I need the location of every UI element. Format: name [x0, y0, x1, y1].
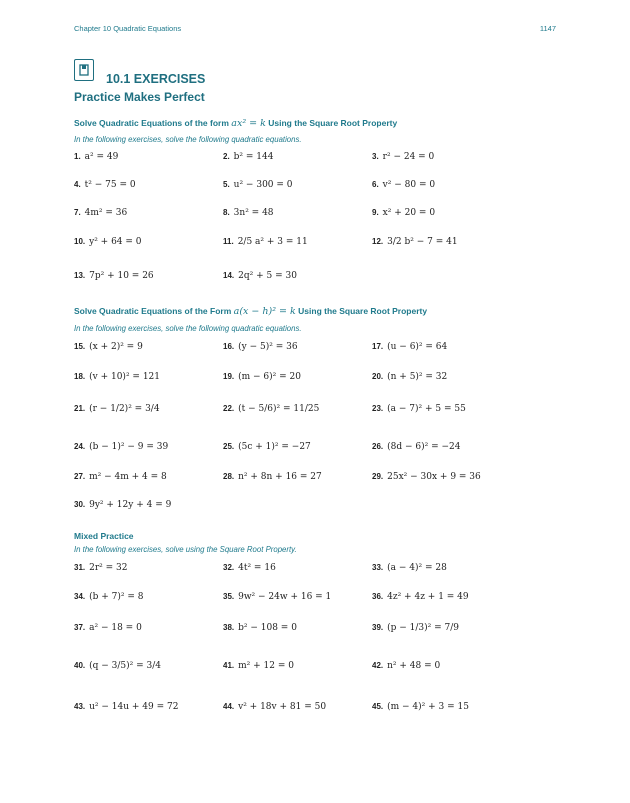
exercise-equation: (r − 1/2)² = 3/4	[89, 404, 160, 414]
exercise-item	[74, 270, 154, 282]
exercise-number: 9.	[372, 208, 379, 217]
section-title: 10.1 EXERCISES	[106, 72, 206, 86]
exercise-equation: 7p² + 10 = 26	[89, 271, 154, 281]
exercise-item	[372, 371, 447, 383]
exercise-item	[74, 341, 143, 353]
exercise-item	[372, 562, 447, 574]
exercise-item	[223, 660, 294, 672]
exercise-number: 41.	[223, 661, 235, 670]
exercise-number: 44.	[223, 702, 235, 711]
section-heading-3: Mixed Practice	[74, 531, 134, 541]
exercise-number: 3.	[372, 152, 379, 161]
page-header	[74, 24, 556, 33]
page-number: 1147	[539, 24, 556, 33]
exercise-item	[372, 660, 440, 672]
exercise-number: 38.	[223, 623, 235, 632]
exercise-equation: n² + 48 = 0	[387, 661, 441, 671]
exercise-item	[74, 151, 118, 163]
exercise-number: 40.	[74, 661, 86, 670]
exercise-item	[74, 403, 160, 415]
exercise-equation: a² − 18 = 0	[89, 623, 142, 633]
exercise-item	[74, 441, 168, 453]
exercise-item	[223, 270, 297, 282]
exercise-number: 5.	[223, 180, 230, 189]
exercise-equation: 4t² = 16	[238, 563, 276, 573]
chapter-title: Chapter 10 Quadratic Equations	[74, 24, 182, 33]
exercise-number: 30.	[74, 500, 86, 509]
exercise-number: 18.	[74, 372, 86, 381]
exercises-icon	[74, 59, 94, 81]
sec2-post: Using the Square Root Property	[298, 306, 428, 316]
exercise-equation: 3n² = 48	[233, 208, 274, 218]
exercise-number: 20.	[372, 372, 384, 381]
exercise-equation: b² = 144	[233, 152, 274, 162]
exercise-number: 14.	[223, 271, 235, 280]
exercise-number: 6.	[372, 180, 379, 189]
exercise-item	[223, 341, 298, 353]
sec2-math: a(x − h)² = k	[233, 306, 296, 317]
exercise-equation: 3/2 b² − 7 = 41	[387, 237, 458, 247]
exercise-equation: (v + 10)² = 121	[89, 372, 160, 382]
exercise-number: 19.	[223, 372, 235, 381]
exercise-item	[372, 622, 459, 634]
exercise-number: 36.	[372, 592, 384, 601]
exercise-equation: x² + 20 = 0	[382, 208, 436, 218]
exercise-number: 8.	[223, 208, 230, 217]
exercise-number: 2.	[223, 152, 230, 161]
exercise-number: 13.	[74, 271, 86, 280]
exercise-item	[372, 179, 435, 191]
exercise-item	[74, 499, 171, 511]
exercise-number: 35.	[223, 592, 235, 601]
exercise-number: 45.	[372, 702, 384, 711]
exercise-item	[372, 441, 461, 453]
exercise-equation: (p − 1/3)² = 7/9	[387, 623, 460, 633]
exercise-item	[223, 179, 293, 191]
exercise-equation: b² − 108 = 0	[238, 623, 297, 633]
exercise-number: 32.	[223, 563, 235, 572]
exercise-equation: 2r² = 32	[89, 563, 128, 573]
exercise-item	[74, 179, 136, 191]
exercise-equation: 2q² + 5 = 30	[238, 271, 297, 281]
exercise-item	[74, 562, 127, 574]
exercise-equation: (q − 3/5)² = 3/4	[89, 661, 162, 671]
exercise-item	[223, 622, 297, 634]
section-heading-2	[74, 306, 427, 317]
exercise-equation: v² + 18v + 81 = 50	[238, 702, 327, 712]
exercise-equation: (5c + 1)² = −27	[238, 442, 311, 452]
exercise-number: 17.	[372, 342, 384, 351]
exercise-item	[74, 701, 178, 713]
exercise-number: 1.	[74, 152, 81, 161]
sec2-pre: Solve Quadratic Equations of the Form	[74, 306, 232, 316]
exercise-item	[372, 207, 435, 219]
instructions-2: In the following exercises, solve the following quadratic equations.	[74, 324, 302, 333]
exercise-number: 15.	[74, 342, 86, 351]
exercise-item	[372, 403, 466, 415]
exercise-item	[372, 236, 458, 248]
exercise-item	[74, 660, 161, 672]
exercise-item	[372, 591, 469, 603]
exercise-number: 21.	[74, 404, 86, 413]
exercise-number: 16.	[223, 342, 235, 351]
exercise-equation: (x + 2)² = 9	[89, 342, 143, 352]
exercise-number: 33.	[372, 563, 384, 572]
exercise-equation: 4m² = 36	[84, 208, 128, 218]
exercise-number: 27.	[74, 472, 86, 481]
exercise-item	[74, 236, 142, 248]
sec1-post: Using the Square Root Property	[268, 118, 398, 128]
exercise-equation: m² + 12 = 0	[238, 661, 294, 671]
exercise-equation: (8d − 6)² = −24	[387, 442, 461, 452]
exercise-equation: (a − 7)² + 5 = 55	[387, 404, 466, 414]
exercise-number: 26.	[372, 442, 384, 451]
exercise-equation: 4z² + 4z + 1 = 49	[387, 592, 469, 602]
exercise-equation: (m − 4)² + 3 = 15	[387, 702, 469, 712]
exercise-equation: 25x² − 30x + 9 = 36	[387, 472, 481, 482]
exercise-item	[223, 236, 308, 248]
exercise-equation: n² + 8n + 16 = 27	[238, 472, 322, 482]
exercise-equation: u² − 14u + 49 = 72	[89, 702, 179, 712]
exercise-item	[74, 371, 160, 383]
sec1-math: ax² = k	[231, 118, 266, 129]
exercise-item	[223, 403, 319, 415]
exercise-item	[372, 471, 481, 483]
exercise-item	[74, 471, 167, 483]
exercise-number: 42.	[372, 661, 384, 670]
exercise-equation: (b + 7)² = 8	[89, 592, 144, 602]
exercise-item	[223, 562, 276, 574]
exercise-item	[74, 207, 127, 219]
exercise-item	[74, 591, 144, 603]
exercise-equation: t² − 75 = 0	[84, 180, 136, 190]
exercise-item	[372, 701, 469, 713]
exercise-item	[223, 207, 274, 219]
exercise-equation: (b − 1)² − 9 = 39	[89, 442, 169, 452]
exercise-equation: (m − 6)² = 20	[238, 372, 301, 382]
sec1-pre: Solve Quadratic Equations of the form	[74, 118, 229, 128]
exercise-equation: y² + 64 = 0	[89, 237, 142, 247]
exercise-equation: u² − 300 = 0	[233, 180, 293, 190]
exercise-item	[372, 151, 434, 163]
exercise-equation: (y − 5)² = 36	[238, 342, 298, 352]
exercise-number: 4.	[74, 180, 81, 189]
exercise-item	[223, 471, 322, 483]
exercise-number: 25.	[223, 442, 235, 451]
exercise-equation: 9y² + 12y + 4 = 9	[89, 500, 172, 510]
exercise-number: 12.	[372, 237, 384, 246]
exercise-equation: m² − 4m + 4 = 8	[89, 472, 167, 482]
exercise-number: 39.	[372, 623, 384, 632]
exercise-number: 31.	[74, 563, 86, 572]
exercise-item	[223, 441, 311, 453]
exercise-equation: (u − 6)² = 64	[387, 342, 448, 352]
instructions-1: In the following exercises, solve the following quadratic equations.	[74, 135, 302, 144]
exercise-equation: (t − 5/6)² = 11/25	[238, 404, 320, 414]
exercise-equation: v² − 80 = 0	[382, 180, 436, 190]
exercise-equation: 9w² − 24w + 16 = 1	[238, 592, 332, 602]
exercise-item	[223, 151, 273, 163]
exercise-equation: 2/5 a² + 3 = 11	[237, 237, 308, 247]
exercise-number: 34.	[74, 592, 86, 601]
exercise-item	[223, 701, 326, 713]
exercise-item	[223, 371, 301, 383]
exercise-item	[372, 341, 447, 353]
exercise-item	[74, 622, 142, 634]
exercise-number: 37.	[74, 623, 86, 632]
exercise-number: 29.	[372, 472, 384, 481]
exercise-number: 23.	[372, 404, 384, 413]
exercise-item	[223, 591, 331, 603]
exercise-number: 24.	[74, 442, 86, 451]
exercise-number: 7.	[74, 208, 81, 217]
instructions-3: In the following exercises, solve using the Square Root Property.	[74, 545, 297, 554]
subtitle: Practice Makes Perfect	[74, 90, 205, 104]
exercise-number: 11.	[223, 237, 234, 246]
exercise-number: 28.	[223, 472, 235, 481]
exercise-number: 22.	[223, 404, 235, 413]
exercise-number: 10.	[74, 237, 86, 246]
exercise-equation: (n + 5)² = 32	[387, 372, 448, 382]
exercise-number: 43.	[74, 702, 86, 711]
exercise-equation: r² − 24 = 0	[382, 152, 435, 162]
exercise-equation: (a − 4)² = 28	[387, 563, 447, 573]
section-heading-1	[74, 118, 397, 129]
exercise-equation: a² = 49	[84, 152, 119, 162]
